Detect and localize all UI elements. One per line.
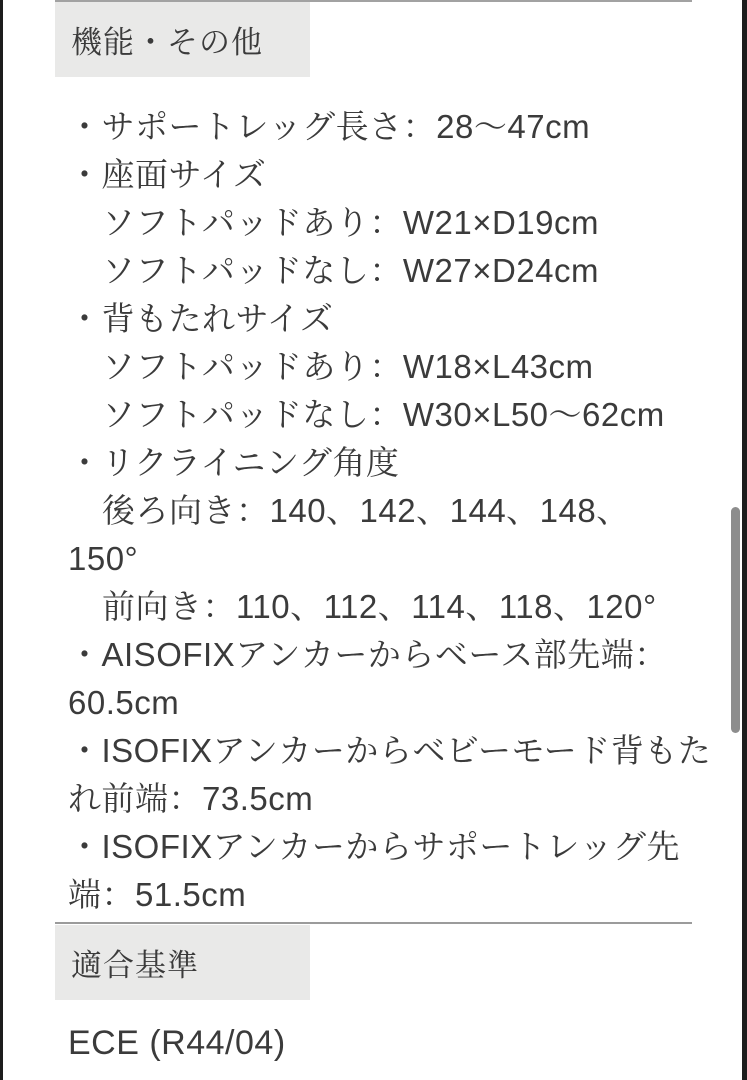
section-header-features-label: 機能・その他	[71, 25, 263, 60]
spec-line: 後ろ向き：140、142、144、148、	[102, 492, 630, 529]
spec-line: れ前端：73.5cm	[68, 780, 314, 817]
spec-line: ・サポートレッグ長さ：28〜47cm	[68, 108, 591, 145]
standard-value: ECE (R44/04)	[68, 1024, 286, 1062]
spec-line: 前向き：110、112、114、118、120°	[102, 588, 657, 625]
section-header-standard-label: 適合基準	[71, 948, 199, 983]
spec-line: 150°	[68, 540, 139, 577]
spec-line: 60.5cm	[68, 684, 180, 721]
section-divider	[55, 922, 692, 924]
spec-line: ・ISOFIXアンカーからベビーモード背もた	[68, 732, 712, 769]
spec-line: ・ISOFIXアンカーからサポートレッグ先	[68, 828, 681, 865]
spec-line: ・リクライニング角度	[68, 444, 400, 481]
spec-line: ・背もたれサイズ	[68, 300, 334, 337]
spec-line: ・座面サイズ	[68, 156, 267, 193]
section-header-standard	[55, 925, 310, 1000]
spec-line: 端：51.5cm	[68, 876, 247, 913]
spec-line: ソフトパッドあり：W21×D19cm	[102, 204, 599, 241]
section-header-features	[55, 2, 310, 77]
scrollbar-thumb[interactable]	[731, 507, 740, 733]
spec-list	[68, 103, 712, 919]
spec-line: ソフトパッドあり：W18×L43cm	[102, 348, 594, 385]
spec-line: ソフトパッドなし：W30×L50〜62cm	[102, 396, 665, 433]
spec-line: ソフトパッドなし：W27×D24cm	[102, 252, 599, 289]
screen-edge-right	[742, 0, 747, 1080]
spec-line: ・AISOFIXアンカーからベース部先端：	[68, 636, 668, 673]
spec-page-content	[55, 0, 712, 1063]
screen-edge-left	[0, 0, 3, 1080]
